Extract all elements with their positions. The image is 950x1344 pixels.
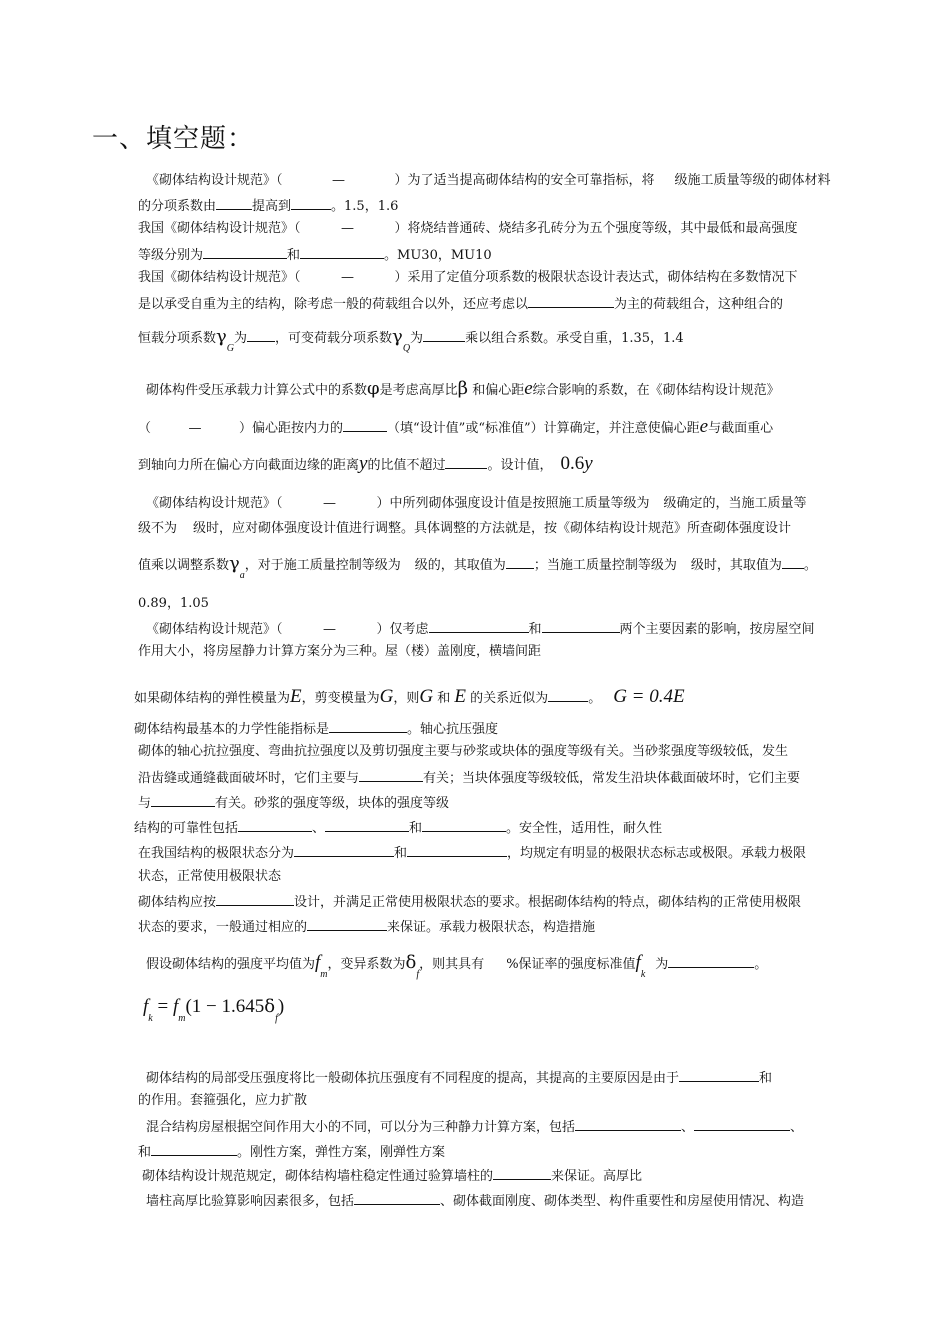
text: 和: [528, 622, 542, 637]
text: —: [341, 270, 355, 285]
equals-sign: =: [157, 996, 169, 1017]
text: 。设计值，: [487, 458, 553, 473]
text: 为: [410, 331, 424, 346]
text: 。: [588, 691, 602, 706]
answer-blank[interactable]: [151, 794, 215, 807]
text: 为主的荷载组合，这种组合的: [614, 297, 784, 312]
answer-blank[interactable]: [238, 819, 312, 832]
text: 。1.5，1.6: [331, 199, 399, 214]
text: 砌体结构的局部受压强度将比一般砌体抗压强度有不同程度的提高，其提高的主要原因是由于: [146, 1071, 680, 1086]
answer-blank[interactable]: [216, 197, 252, 210]
text: （: [138, 421, 152, 436]
answer-blank[interactable]: [247, 329, 275, 342]
text: 。安全性，适用性，耐久性: [506, 821, 663, 836]
delta-symbol: δ: [264, 996, 276, 1017]
answer-blank[interactable]: [493, 1167, 551, 1180]
text: 的分项系数由: [138, 199, 217, 214]
answer-blank[interactable]: [203, 246, 287, 259]
y-symbol: y: [359, 453, 368, 474]
formula-close: ): [277, 996, 285, 1017]
text: 《砌体结构设计规范》（: [146, 173, 283, 188]
answer-value: 0.6: [560, 453, 585, 474]
text: 和: [409, 821, 423, 836]
question-4-line-2: [138, 416, 774, 437]
text: —: [323, 496, 337, 511]
text: 等级分别为: [138, 248, 204, 263]
text: 《砌体结构设计规范》（: [146, 622, 283, 637]
question-14-line-1: [146, 1069, 772, 1087]
text: 混合结构房屋根据空间作用大小的不同，可以分为三种静力计算方案，包括: [146, 1120, 576, 1135]
question-6-line-1: [146, 620, 815, 638]
text: 作用大小，将房屋静力计算方案分为三种。屋（楼）盖刚度，横墙间距: [138, 644, 542, 659]
text: 级确定的，当施工质量等: [663, 496, 807, 511]
answer-blank[interactable]: [575, 1118, 681, 1131]
question-14-line-2: [138, 1093, 307, 1109]
text: 、: [681, 1120, 695, 1135]
text: 级时，应对砌体强度设计值进行调整。具体调整的方法就是，按《砌体结构设计规范》所查砌体强度设计: [193, 521, 792, 536]
f-symbol: f: [315, 952, 321, 973]
text: ）中所列砌体强度设计值是按照施工质量等级为: [376, 496, 650, 511]
answer-blank[interactable]: [354, 1192, 440, 1205]
answer-blank[interactable]: [548, 689, 588, 702]
text: 和偏心距: [472, 383, 525, 398]
text: 和: [437, 691, 451, 706]
text: 墙柱高厚比验算影响因素很多，包括: [146, 1194, 355, 1209]
question-3-line-2: [138, 295, 783, 313]
text: 结构的可靠性包括: [134, 821, 239, 836]
question-13: [146, 952, 768, 980]
question-15-line-1: [146, 1118, 803, 1136]
text: —: [188, 421, 202, 436]
text: 两个主要因素的影响，按房屋空间: [619, 622, 815, 637]
question-1-line-2: [138, 197, 398, 215]
g-modulus-symbol: G: [419, 686, 434, 707]
text: 级施工质量等级的砌体材料: [674, 173, 831, 188]
answer-variable: y: [584, 453, 593, 474]
question-3-line-3: [138, 326, 684, 354]
text: 有关。砂浆的强度等级，块体的强度等级: [215, 796, 450, 811]
answer-blank[interactable]: [782, 556, 804, 569]
text: 为: [655, 957, 669, 972]
f-symbol: f: [172, 996, 179, 1017]
answer-blank[interactable]: [407, 844, 507, 857]
text: 。: [754, 957, 768, 972]
answer-blank[interactable]: [422, 819, 506, 832]
text: —: [341, 221, 355, 236]
text: 与: [138, 796, 152, 811]
subscript-f: f: [275, 1013, 278, 1024]
text: 是考虑高厚比: [379, 383, 458, 398]
text: 级的，其取值为: [414, 558, 506, 573]
e-modulus-symbol: E: [290, 686, 302, 707]
question-9-line-2: [138, 769, 800, 787]
question-17-line-1: [146, 1192, 804, 1210]
answer-blank[interactable]: [216, 893, 294, 906]
text: 有关；当块体强度等级较低，常发生沿块体截面破坏时，它们主要: [423, 771, 801, 786]
answer-blank[interactable]: [307, 918, 387, 931]
text: ，均规定有明显的极限状态标志或极限。承载力极限: [507, 846, 807, 861]
question-7-line-1: [134, 686, 685, 707]
question-1-line-1: [146, 173, 831, 189]
text: 我国《砌体结构设计规范》（: [138, 221, 301, 236]
subscript-g: G: [226, 343, 235, 354]
text: 到轴向力所在偏心方向截面边缘的距离: [138, 458, 360, 473]
text: 还应考虑以: [463, 297, 529, 312]
subscript-k: k: [148, 1013, 153, 1024]
question-12-line-2: [138, 918, 595, 936]
text: （填“设计值”或“标准值”）计算确定，并注意使偏心距: [387, 421, 700, 436]
question-9-line-1: [138, 744, 788, 760]
answer-blank[interactable]: [300, 246, 384, 259]
text: 砌体结构设计规范规定，砌体结构墙柱稳定性通过验算墙柱的: [142, 1169, 494, 1184]
answer-blank[interactable]: [679, 1069, 759, 1082]
gamma-symbol: γ: [392, 326, 403, 347]
e-symbol: e: [699, 416, 709, 437]
text: 与截面重心: [708, 421, 774, 436]
question-4-line-1: [146, 378, 780, 399]
text: 。MU30，MU10: [384, 248, 492, 263]
answer-blank[interactable]: [542, 620, 620, 633]
text: 在我国结构的极限状态分为: [138, 846, 295, 861]
question-5-line-2: [138, 521, 791, 537]
text: 状态的要求，一般通过相应的: [138, 920, 308, 935]
text: 砌体构件受压承载力计算公式中的系数: [146, 383, 368, 398]
text: 《砌体结构设计规范》（: [146, 496, 283, 511]
question-5-line-1: [146, 496, 807, 512]
answer-blank[interactable]: [359, 769, 423, 782]
text: ，可变荷载分项系数: [275, 331, 393, 346]
text: 和: [394, 846, 408, 861]
answer-blank[interactable]: [151, 1143, 237, 1156]
answer-blank[interactable]: [429, 620, 529, 633]
answer-blank[interactable]: [294, 844, 394, 857]
page-title: 一、填空题：: [92, 124, 255, 154]
text: 提高到: [252, 199, 292, 214]
subscript-k: k: [640, 969, 646, 980]
answer-blank[interactable]: [329, 720, 407, 733]
answer-blank[interactable]: [343, 419, 387, 432]
question-8: [134, 720, 498, 738]
text: %保证率的强度标准值: [506, 957, 636, 972]
beta-symbol: β: [457, 378, 469, 399]
text: 沿齿缝或通缝截面破坏时，它们主要与: [138, 771, 360, 786]
text: ，则: [393, 691, 420, 706]
text: 我国《砌体结构设计规范》（: [138, 270, 301, 285]
text: 如果砌体结构的弹性模量为: [134, 691, 291, 706]
answer-blank[interactable]: [291, 197, 331, 210]
text: 。: [803, 558, 817, 573]
text: 乘以组合系数。承受自重，1.35，1.4: [465, 331, 684, 346]
text: 假设砌体结构的强度平均值为: [146, 957, 316, 972]
text: 、: [790, 1120, 804, 1135]
subscript-a: a: [239, 570, 245, 581]
text: ，对于施工质量控制等级为: [244, 558, 401, 573]
e-modulus-symbol: E: [454, 686, 467, 707]
question-5-answer: [138, 596, 209, 612]
answer-blank[interactable]: [325, 819, 409, 832]
question-15-line-2: [138, 1143, 445, 1161]
answer-blank[interactable]: [528, 295, 614, 308]
text: ；当施工质量控制等级为: [533, 558, 677, 573]
f-symbol: f: [635, 952, 641, 973]
answer-blank[interactable]: [506, 556, 534, 569]
text: ，变异系数为: [327, 957, 406, 972]
e-symbol: e: [524, 378, 533, 399]
subscript-q: Q: [402, 343, 411, 354]
text: 砌体结构最基本的力学性能指标是: [134, 722, 330, 737]
text: 是以承受自重为主的结构，除考虑一般的荷载组合以外，: [138, 297, 464, 312]
text: 的作用。套箍强化，应力扩散: [138, 1093, 308, 1108]
f-symbol: f: [143, 996, 149, 1017]
text: 设计，并满足正常使用极限状态的要求。根据砌体结构的特点，砌体结构的正常使用极限: [294, 895, 802, 910]
question-2-line-2: [138, 246, 492, 264]
answer-blank[interactable]: [668, 955, 754, 968]
text: 的关系近似为: [470, 691, 549, 706]
text: 和: [759, 1071, 773, 1086]
answer-blank[interactable]: [423, 329, 465, 342]
text: ，则其具有: [419, 957, 485, 972]
question-4-line-3: [138, 453, 593, 474]
question-10: [134, 819, 662, 837]
question-3-line-1: [138, 270, 798, 286]
text: 级时，其取值为: [690, 558, 782, 573]
text: 砌体结构应按: [138, 895, 217, 910]
answer-formula: [143, 996, 285, 1024]
text: ）仅考虑: [376, 622, 429, 637]
subscript-m: m: [320, 969, 328, 980]
text: 。刚性方案，弹性方案，刚弹性方案: [237, 1145, 446, 1160]
text: ，剪变模量为: [301, 691, 380, 706]
text: 和: [287, 248, 301, 263]
answer-blank[interactable]: [445, 456, 487, 469]
delta-symbol: δ: [405, 952, 417, 973]
text: ）将烧结普通砖、烧结多孔砖分为五个强度等级，其中最低和最高强度: [394, 221, 798, 236]
gamma-symbol: γ: [229, 553, 240, 574]
text: 来保证。承载力极限状态，构造措施: [387, 920, 596, 935]
question-11-line-1: [138, 844, 806, 862]
question-5-line-3: [138, 553, 817, 581]
g-modulus-symbol: G: [379, 686, 394, 707]
text: 恒载分项系数: [138, 331, 217, 346]
text: ）采用了定值分项系数的极限状态设计表达式，砌体结构在多数情况下: [394, 270, 798, 285]
text: 0.89，1.05: [138, 596, 209, 611]
text: 、砌体截面刚度、砌体类型、构件重要性和房屋使用情况、构造: [440, 1194, 805, 1209]
text: 级不为: [138, 521, 178, 536]
text: 的比值不超过: [367, 458, 446, 473]
text: 状态，正常使用极限状态: [138, 869, 282, 884]
text: 为: [234, 331, 248, 346]
text: —: [332, 173, 346, 188]
text: 。轴心抗压强度: [407, 722, 499, 737]
question-11-line-2: [138, 869, 281, 885]
question-2-line-1: [138, 221, 798, 237]
subscript-f: f: [416, 969, 420, 980]
text: 来保证。高厚比: [551, 1169, 643, 1184]
question-9-line-3: [138, 794, 449, 812]
text: 综合影响的系数，在《砌体结构设计规范》: [532, 383, 780, 398]
text: 值乘以调整系数: [138, 558, 230, 573]
answer-formula: G = 0.4E: [613, 686, 685, 707]
text: ）偏心距按内力的: [239, 421, 344, 436]
question-12-line-1: [138, 893, 801, 911]
text: 和: [138, 1145, 152, 1160]
question-16: [142, 1167, 642, 1185]
text: ）为了适当提高砌体结构的安全可靠指标，将: [394, 173, 655, 188]
text: —: [323, 622, 337, 637]
gamma-symbol: γ: [216, 326, 227, 347]
text: 、: [312, 821, 326, 836]
question-6-line-2: [138, 644, 541, 660]
text: 砌体的轴心抗拉强度、弯曲抗拉强度以及剪切强度主要与砂浆或块体的强度等级有关。当砂浆强度等级较低，发生: [138, 744, 789, 759]
subscript-m: m: [178, 1013, 186, 1024]
formula-body: (1 − 1.645: [185, 996, 265, 1017]
answer-blank[interactable]: [694, 1118, 790, 1131]
phi-symbol: φ: [367, 378, 380, 399]
